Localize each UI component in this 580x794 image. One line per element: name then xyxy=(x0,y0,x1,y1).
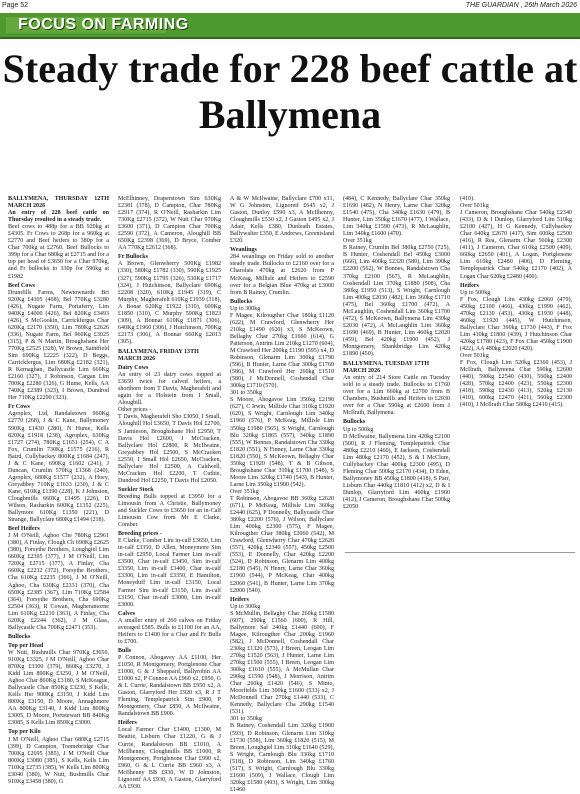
article-column-4 xyxy=(343,196,450,524)
paragraph: W Nutt, Bushmills Char 970Kg £3650, 910Kg £3325, J M O'Neill, Aghoo Char 870Kg £3300 (379), 860Kg £3270, J Kidd Lim 890Kg £3250, J M O'Neill, Aghoo Char 860Kg £3180, S McKeague, Ballycastle Char 850Kg £3230, S Kells, Kells Her 900Kg £3150, J Kidd Lim 800Kg £3150, D Moore, Annaghmore AA 800Kg £3140, J Kidd Lim 800Kg £3005, D Moore, Portstewart BB 840Kg £3085, S Kells Lim 850Kg £3000. xyxy=(8,649,109,727)
paragraph: F Fox, Clough Lim 520kg £2360 (453), J McIlrath, Ballymena Char 590kg £2600 (440), 590kg £2540 (430), 560kg £2400 (428), 570kg £2400 (423), 550kg £2300 (418), 590kg £2430 (413), 520kg £2130 (410), 600kg £2470 (411), 560kg £2300 (410), J McIlrath Char 580kg £2410 (415). xyxy=(460,360,572,409)
subheading: Fr Bullocks xyxy=(118,254,148,261)
subheading: Bullocks xyxy=(230,298,253,305)
article-column-5 xyxy=(460,196,572,524)
subheading: Dairy Cows xyxy=(118,365,149,372)
weight-band: Up to 300kg xyxy=(230,305,261,312)
weight-band: 301 to 350kg xyxy=(230,716,262,723)
subheading: Breeding prices - xyxy=(118,531,162,538)
subheading: Heifers xyxy=(460,282,479,289)
paragraph: S McMullin, Bellaghy Char 260kg £1580 (607), 290kg £1560 (600), R Hill, Ballymore Sal 240kg £1440 (600), F Magee, Kilrougther Char 200kg £1960 (582), J McDonnell, Coshendall Char 230kg £1320 (573), J Breen, Leogan Lim 270kg £1520 (563), J Hunter, Larne Lim 270kg £1500 (555), I Breen, Leogan Lim 300kg £1610 (555), A McMullan Char 290kg £1590 (548), J Morrison, Antrim Char 260kg £1420 (546), S Minto, Moorfields Lim 300kg £1600 (533) x2, J McDonnell Char 270kg £1440 (533), C Kennedy, Ballyclare Cha 290kg £1540 (531). xyxy=(230,610,334,716)
main-headline: Steady trade for 228 beef cattle at Ballymena xyxy=(2,46,578,137)
paragraph: A smaller entry of 260 calves on Friday averaged £585. Bulls to £1100 for an AA, Heifers to £1400 for a Char and Fr Bulls to £700. xyxy=(118,617,221,645)
subheading: Top per Kilo xyxy=(8,729,41,736)
page-number: Page 52 xyxy=(2,2,29,9)
paragraph: B Rainey, Coshendall Lim 320kg £1900 (593), D Robinson, Glenarm Lim 310kg £1730 (558), Lim 360kg £1820 (515), M Breen, Loughgiel Lim 310kg £1640 (529), S Wright, Carnlough Blu 330kg £1710 (518), D Robinson, Lim 340kg £1760 (517), S Wright, Carnlough Blu 330kg £1600 (509), J Wallace, Clough Lim 320kg £1580 (493), S Wright, Lim 300kg £1460 xyxy=(230,723,334,793)
weight-band: Over 351kg xyxy=(343,238,372,245)
subheading: Beef Heifers xyxy=(8,526,40,533)
paragraph: T Davis, Magherafelt Sho £3050, I Small, Aloughill Hol £3650, T Davis Hol £2700, S Jamieson, Broughshane Hol £2950, T Davis Hol £2600, J McCracken, Ballyclare Hol £2800, R McIlwaine, Greyabbey Hol £2500, S McCracken £2550, I Small Hol £2650, McCracken, Ballyclare Hol £2500, A Caldwell, McCracken Hol £2200, T Cuthie, Dundrod Hol £2250, T Davis Hol £2050. xyxy=(118,414,221,484)
paragraph: (410). xyxy=(460,196,475,202)
paragraph: F Fox, Clough Lim 430kg £2060 (479), 450kg £2100 (466), 430kg £1990 (462), 470kg £2130 (453), 430kg £1930 (448), 460kg £1920 (445), W Hutchinson, Ballyclare Char 390kg £1730 (443), F Fox Lim 410kg £1800 (439), J Hutchinson Char 420kg £1780 (423), F Fox Char 450kg £1900 (422), AA 480kg £2020 (420). xyxy=(460,296,572,352)
paragraph: Beef cows to 488p for a BB 920kg at £4305. Fr Cows to 268p for a 960kg at £2770 and Beef heifers to 380p for a Char 700kg at £2760. Beef Bullocks to 399p for a Char 680kg at £2715 and for a top per head of £3650 for a Char 970kg, and Fr bullocks to 330p for 590kg at £1982 xyxy=(8,224,109,280)
dateline: BALLYMENA, TUESDAY 17TH MARCH 2026 xyxy=(343,361,430,375)
subheading: Bullocks xyxy=(343,419,366,426)
paragraph: T Robinson, Ahogavoe BB 360kg £2620 (671), P McKeag, Millisle Lim 360kg £2440 (625), P Donnelly, Ballycastle Char 380kg £2200 (576), J Wilson, Ballyclare Lim 400kg £2300 (575), F Magee, Kilrougther Char 380kg £2060 (542), M Crawford, Glenwherry Char 470kg £2620 (557), 420kg £2340 (557), 450kg £2500 (553), E Donnelly, Char 420kg £2200 (524), D Robinson, Glenarm Lim 400kg £2180 (545), N Henry, Larne Char 360kg £1960 (544), P McKeag, Char 400kg £2060 (541), B Hunter, Larne Lim 370kg £2000 (540). xyxy=(230,495,334,594)
paragraph: 284 weanlings on Friday sold to another steady trade. Bullocks to £2160 over for a Charolais 470kg at £2620 from P McKeag, Millisle and Heifers to £2590 over for a Belgian Blue 470kg at £3000 from B Rainey, Crumlin. xyxy=(230,254,334,296)
paragraph: Other prices - xyxy=(118,407,152,414)
weight-band: Up to 500kg xyxy=(343,426,374,433)
paragraph: Drumfills Farms, Newtownards Bri 920Kg £4305 (468), Bel 770Kg £3280 (426), Nugate Farm, Portaferry, Lim 940Kg £4000 (426), Bel 820Kg £3493 (426), S McGookin, Carrickfergus Char 620Kg £2170 (350), Lim 780Kg £2626 (336), Nugate Farm, Bel 960Kg £3025 (315), P & N Martin, Broughshane Her 770Kg £2525 (328), W Brown, Saintfield Sim 690Kg £2225 (322), D Beggs, Carrickfergus, Lim 680Kg £2182 (321), R Kernaghan, Ballycastle Lim 660Kg £2160 (327), J Robinson, Cargan Lim 700Kg £2280 (326), G Hume, Kells, AA 740Kg £2389 (323), I Brown, Dundrod Her 710Kg £2290 (323). xyxy=(8,289,109,402)
subheading: Suckler Stock xyxy=(118,486,154,493)
sheep-column-2 xyxy=(423,556,494,732)
weight-band: Over 351kg xyxy=(230,488,259,495)
paragraph: A & W McIlwaine, Ballyclare £700 x11, W G Johnston, Lignoretf £645 x2, J Gaston, Dunloy £590 x3, A McIlhenny, Cloughmills £530 x2, J Gaston £495 x2, J Adair, Kells £380, Dunleath Estates, Ballywalter £350, E Andrews, Greenisland £320. xyxy=(230,196,334,245)
paragraph: A Brown, Glenwherry 500Kg £1982 (330), 580Kg £1782 (330), 590Kg £1925 (327), 590Kg £1795 (326), 530Kg £1717 (324), J Hutchinson, Ballyclare 690Kg £2208 (320), 610Kg £1945 (319), C Murphy, Magherafelt 610Kg £1939 (318), A Bonar 620Kg £1922 (310), 600Kg £1850 (310), C Murphy 590Kg £1823 (309), A Bonnar 610Kg £1871 (306), 640Kg £1960 (306), J Hutchinson, 700Kg £2173 (306), A Bonnar 660Kg £2013 (305). xyxy=(118,261,221,345)
subheading: Fr Cows xyxy=(8,404,30,411)
paragraph: J Cameron, Broughshane Char 540kg £2340 (433), D & I Dunlop, Glarryford Lim 510kg £2100 (427), H G Kennedy, Cullybackey Char 640kg £2670 (417), Sim 600kg £2500 (416), R Rea, Glenarm Char 560kg £2300 (411), J Cameron, Char 610kg £2500 (409), 660kg £2650 (401), A Logan, Portglenone Lim 610kg £2480 (406), D Fleming, Templepatrick Char 540kg £2170 (402), A Logan Char 620kg £2480 (400). xyxy=(460,210,572,280)
page-header xyxy=(0,0,580,14)
weight-band: Over 501kg xyxy=(460,203,489,210)
subheading: Top per Head xyxy=(8,642,44,649)
paragraph: Breeding Bulls topped at £3950 for a Limousin from A Christie, Ballymoney and Suckler Cows to £3650 for an in-Calf Limousin Cow from Mr E Clarke, Comber. xyxy=(118,493,221,529)
subheading: Heifers xyxy=(118,720,137,727)
divider xyxy=(345,552,575,553)
paragraph: S Moore, Ahogavoe Lim 350kg £2190 (627), C Irwin, Millisle Char 310kg £1920 (620), S Wright, Carnlough Lim 340kg £1960 (576), P McKeag, Millisle Lim 350kg £1980 (565), S Wright, Carnlough Blu 320kg £1865 (557), 340kg £1890 (555), W Bonnes, Randalstown Cha 330kg £1820 (551), N Finney, Larne Char 330kg £1820 (550), S McKeown, Bellaghy Char 350kg £1920 (548), T & B Gibson, Broughshane Char 310kg £1700 (548), S Moore Lim 320kg £1740 (543), B Hunter, Larne Lim 350kg £1900 (542). xyxy=(230,397,334,488)
weight-band: Up to 500kg xyxy=(460,289,491,296)
paragraph: An entry of 214 Store Cattle on Tuesday sold to a steady trade. Bullocks to £1760 over for a Lim 660kg at £2700 from B Chambers, Bushmills and Heifers to £2030 over for a Char 590kg at £2600 from J McIlrath, Ballymena. xyxy=(343,375,450,417)
article-column-3 xyxy=(230,196,334,793)
paragraph: F Magee, Kilrougther Char 180kg £1120 (622), M Crawford, Glenwherry Her 210kg £1490 (620) x3, S McKeown, Bellaghy Char 270kg £1660 (614), G Patterson, Antrim Lim 210kg £1270 (604), M Crawford Her 200kg £1190 (595) x4, D Robinson, Glenarm Lim 300kg £1790 (596), B Hunter, Larne Char 300kg £1760 (586), M Crawford Her 260kg £1510 (580), J McDonnell, Coshendall Char 300kg £1710 (570). xyxy=(230,312,334,390)
paragraph: J M O'Neill, Aghoo Char 680Kg £2715 (399), D Campion, Toomebridge Char 700Kg £2695 (385), J M O'Neill Char 800Kg £3080 (385), S Kells, Kells Lim 710Kg £2735 (385), W Kells Lim 800Kg £3040 (380), W Nutt, Bushmills Char 910Kg £3458 (380), G xyxy=(8,736,109,785)
paragraph: Agroplex, Ltd, Randalstown 960Kg £2770 (268), J & C Kane, Ballymoney 590Kg £1430 (280), N Hume, Kells 820Kg £1918 (238), Agroplex, 630Kg £1727 (274), 780Kg £1651 (254), C A Fox, Crumlin 730Kg £1575 (216), R Baird, Cullybackey 800Kg £1684 (247), J & C Kane, 690Kg £1602 (241), J Duncan, Crumlin 570Kg £1368 (240), Agroplex, 680Kg £1577 (232), A Hoey, Greyabbey 710Kg £1633 (230), J & C Kane, 610Kg £1390 (228), K J Johnston, Cloughmills 660Kg £1495 (226), D Wilson, Rasharkin 600Kg £1352 (225), Ballymore 610Kg £1350 (221), D Strange, Ballyclare 680Kg £1494 (218). xyxy=(8,411,109,524)
dateline: BALLYMENA, FRIDAY 13TH MARCH 2026 xyxy=(118,348,199,363)
subheading: Weanlings xyxy=(230,247,257,254)
paragraph: P Connon, Ahogavey AA £1100, Her £1050, R Montgomery, Portglenone Char £1000, G & J Sheppard, Ballyrobin AA £1000 x2, P Connon AA £960 x2, £950, G & L Currie, Randalstown BB £950 x2, A Gaston, Glarryford Her £920 x3, R J T Fleming, Templepatrick Sim £900, P Montgomery, Char £850, A McIlwaine, Randalstown BB £900. xyxy=(118,654,221,718)
section-banner xyxy=(0,13,580,39)
masthead: THE GUARDIAN , 26th March 2026 xyxy=(465,2,577,9)
sheep-column-1 xyxy=(345,556,416,732)
paragraph: An entry of 23 dairy cows topped at £3650 twice for calved heifers, a shorthorn from T Davis, Magherafelt and again for a Holstein from I Small, Aloughill. xyxy=(118,372,221,407)
paragraph: McElhinney, Draperstown Sim 630Kg £2381 (378), D Campion, Char 780Kg £2917 (374), R O'Neill, Rasharkin Lim 730Kg £2715 (372), W Nutt Char 970Kg £3600 (371), D Campion Char 700Kg £2590 (372), A Cameron, Aloughill BB 650Kg £2398 (369), D Bryce, Comber AA 770Kg £2612 (368). xyxy=(118,196,221,252)
paragraph: Local Farmer Char £1400, £1300, M Beattie, Lisburn Char £1220, G & J Currie, Randalstown BB £1010, A McIlhenny, Cloughmills BB £1000, R Montgomery, Portglenone Char £990 x2, £960, G & L Currie BB £960 x3, A McIlhenny BB £930, W D Johnston, Lignoretf AA £930, A Gaston, Glarryford AA £930. xyxy=(118,727,221,790)
paragraph: D McIlwaine, Ballymena Lim 420kg £2100 (500), R J Fleming, Templepatrick Char 480kg £2210 (460), E Jackson, Coshendall Lim 480kg £2170 (452), S & I McClure, Cullybackey Char 400kg £2300 (495), D Fleming Char 500kg £2170 (434), D Eden, Ballymoney BB 450kg £1800 (418), S Parr, Lisburn Char 440kg £1810 (412) x2, D & I Dunlop, Glarryford Lim 460kg £1900 (412), J Cameron, Broughshane Char 500kg £2050 xyxy=(343,433,450,511)
subheading: Beef Cows xyxy=(8,282,36,289)
lead-paragraph: An entry of 228 beef cattle on Thursday resulted in a steady trade. xyxy=(8,210,109,224)
article-column-1 xyxy=(8,196,109,785)
weight-band: 301 to 350kg xyxy=(230,390,262,397)
subheading: Heifers xyxy=(230,596,249,603)
subheading: Bulls xyxy=(118,647,132,654)
subheading: Calves xyxy=(118,610,136,617)
weight-band: Over 501kg xyxy=(460,353,489,360)
paragraph: (484), C Kennedy, Ballyclare Char 350kg £1690 (482), N Henry, Larne Char 320kg £1540 (475), Cha 340kg £1630 (479), B Hunter, Lim 350kg £1670 (477), J Wallace, Lim 340kg £1590 (473), R McLaughlin, Lim 340kg £1600 (470). xyxy=(343,196,450,238)
weight-band: Up to 300kg xyxy=(230,603,261,610)
dateline: BALLYMENA, THURSDAY 12TH MARCH 2026 xyxy=(8,196,109,210)
section-title: FOCUS ON FARMING xyxy=(18,16,189,33)
sheep-column-3 xyxy=(501,556,573,732)
paragraph: J M O'Neill, Aghoo Che 780Kg £2961 (380), A Finlay, Clough Ch 690Kg £2625 (380), Forsythe Brothers, Loughgiel Lim 660Kg £2395 (377), J M O'Neill, Lim 720Kg £2715 (377), A Finlay, Cha 660Kg £2232 (372), Forsythe Brothers, Cha 610Kg £2235 (366), J M O'Neill, Aghoo, Cha 630Kg £2331 (370), Cha 650Kg £2385 (367), Lim 710Kg £2584 (364), Forsythe Brothers, Cha 690Kg £2504 (363), R Cowan, Magheramorne Lim 610Kg £2210 (363), A Finlay, Cha 620Kg £2244 (362), J M Glass, Ballycastle Cha 700Kg £2471 (353). xyxy=(8,533,109,631)
article-column-2 xyxy=(118,196,221,790)
subheading: Bullocks xyxy=(8,633,31,640)
paragraph: B Rainey, Crumlin Bel 380kg £2750 (725), B Hunter, Coshendall Bel 450kg £3000 (666), Lim 400kg £2320 (580), Lim 390kg £2200 (562), W Bonnes, Randalstown Cha 370kg £2100 (567), R McLaughlin, Coshendall Lim 370kg £1880 (508), Cha 380kg £1950 (513), S Wright, Carnlough Lim 400kg £2030 (482), Lim 360kg £1710 (475), Bel 360kg £1700 (472), A McLaughlin, Coshendall Lim 360kg £1700 (472), S McKeown, Ballymena Lim 430kg £2030 (472), A McLaughlin Lim 360kg £1690 (469), B Hunter, Lim 460kg £2020 (459), Bel 420kg £1900 (452), J Montgomery, Shankbridge Lim 420kg £1890 (450). xyxy=(343,245,450,358)
paragraph: E Clarke, Comber Lim in-calf £3650, Lim in-calf £3350, D Allen, Moneymore Sim in-calf £2950, Local Farmer Lim in-calf £3500, Char in-calf £3450, Sim in-calf £3350, Lim in-calf £3400, Char in-calf £3300, Lim in-calf £3350, E Hamilton, Moneyduff Lim in-calf £3150, Local Farmer Sim in-calf £3150, Lim in-calf £3150, Char in-calf £3000, Lim in-calf £3000. xyxy=(118,538,221,608)
